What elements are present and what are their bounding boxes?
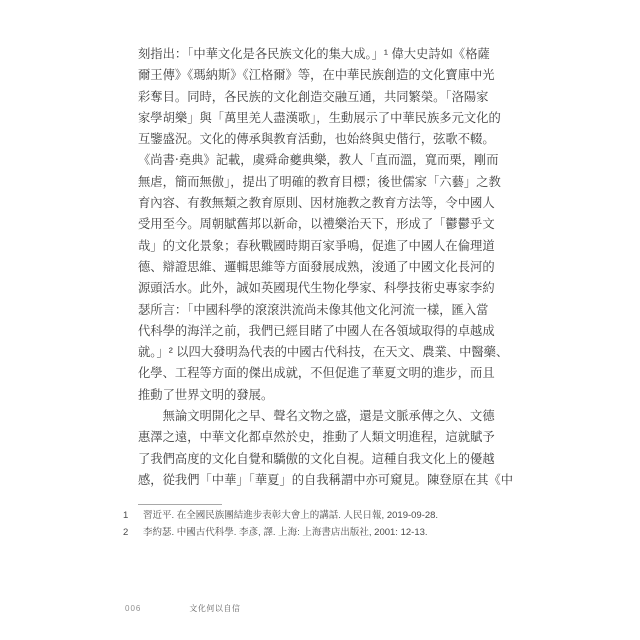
page-footer bbox=[125, 603, 240, 615]
footnote-divider-rule bbox=[138, 504, 222, 505]
footnote-number: 2 bbox=[123, 526, 129, 538]
page-number: 006 bbox=[125, 604, 142, 613]
footnote-text: 習近平. 在全國民族團結進步表彰大會上的講話. 人民日報, 2019-09-28. bbox=[143, 510, 439, 521]
footnote-text: 李約瑟. 中國古代科學. 李彥, 譯. 上海: 上海書店出版社, 2001: 12-13. bbox=[143, 526, 428, 538]
body-line: 刻指出：「中華文化是各民族文化的集大成。」¹ 偉大史詩如《格薩 bbox=[138, 47, 490, 61]
body-line: 就。」² 以四大發明為代表的中國古代科技，在天文、農業、中醫藥、 bbox=[138, 345, 509, 360]
body-line: 代科學的海洋之前，我們已經目睹了中國人在各領域取得的卓越成 bbox=[138, 323, 495, 338]
body-line: 家學胡樂」與「萬里羌人盡漢歌」，生動展示了中華民族多元文化的 bbox=[138, 110, 501, 125]
body-line: 化學、工程等方面的傑出成就，不但促進了華夏文明的進步，而且 bbox=[138, 366, 495, 381]
footnote-item bbox=[123, 525, 523, 542]
body-line: 育內容、有教無類之教育原則、因材施教之教育方法等，令中國人 bbox=[138, 196, 495, 211]
body-line: 源頭活水。此外，誠如英國現代生物化學家、科學技術史專家李約 bbox=[138, 281, 495, 296]
body-line: 哉」的文化景象；春秋戰國時期百家爭鳴，促進了中國人在倫理道 bbox=[138, 238, 495, 253]
body-line: 感，從我們「中華」「華夏」的自我稱謂中亦可窺見。陳登原在其《中 bbox=[138, 472, 514, 487]
body-line: 德、辯證思維、邏輯思維等方面發展成熟，浚通了中國文化長河的 bbox=[138, 259, 495, 274]
body-line: 瑟所言：「中國科學的滾滾洪流尚未像其他文化河流一樣，匯入當 bbox=[138, 302, 489, 317]
body-line: 彩奪目。同時，各民族的文化創造交融互通，共同繁榮。「洛陽家 bbox=[138, 89, 489, 104]
body-line: 《尚書‧堯典》記載，虞舜命夔典樂，教人「直而溫，寬而栗，剛而 bbox=[138, 153, 499, 168]
footnotes bbox=[123, 508, 523, 541]
body-text bbox=[138, 44, 514, 491]
footnote-item bbox=[123, 508, 523, 525]
body-line: 受用至今。周朝賦舊邦以新命，以禮樂治天下，形成了「鬱鬱乎文 bbox=[138, 217, 495, 232]
body-line-paragraph-start: 無論文明開化之早、聲名文物之盛，還是文脈承傳之久、文德 bbox=[162, 409, 495, 424]
body-line-paragraph-end: 推動了世界文明的發展。 bbox=[138, 387, 274, 402]
body-line: 無虐，簡而無傲」，提出了明確的教育目標；後世儒家「六藝」之教 bbox=[138, 174, 501, 189]
body-line: 惠澤之遠，中華文化都卓然於史，推動了人類文明進程，這就賦予 bbox=[138, 430, 495, 445]
body-line: 互鑒盛況。文化的傳承與教育活動，也始終與史偕行，弦歌不輟。 bbox=[138, 132, 495, 147]
body-line: 了我們高度的文化自覺和驕傲的文化自視。這種自我文化上的優越 bbox=[138, 451, 495, 466]
body-line: 爾王傳》《瑪納斯》《江格爾》等，在中華民族創造的文化寶庫中光 bbox=[138, 68, 495, 83]
footnote-number: 1 bbox=[123, 510, 129, 521]
running-title: 文化何以自信 bbox=[189, 604, 241, 613]
